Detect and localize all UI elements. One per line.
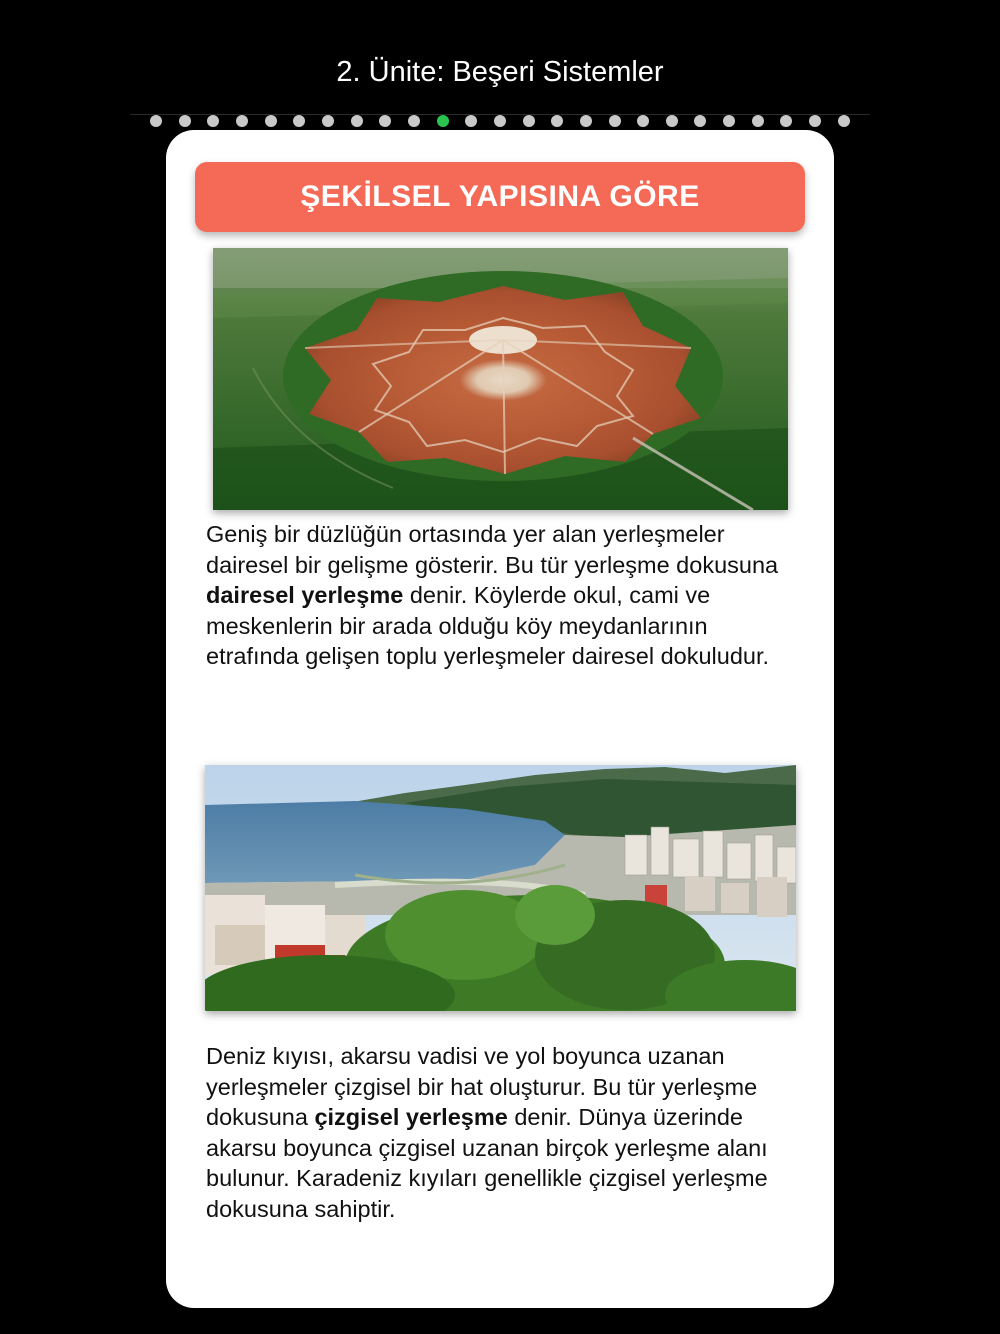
circular-settlement-term: dairesel yerleşme [206, 582, 404, 608]
page-header-title: 2. Ünite: Beşeri Sistemler [336, 56, 664, 88]
content-card [166, 130, 834, 1308]
banner-title: ŞEKİLSEL YAPISINA GÖRE [300, 180, 700, 213]
linear-settlement-paragraph: Deniz kıyısı, akarsu vadisi ve yol boyunca uzanan yerleşmeler çizgisel bir hat oluşturur. Bu tür yerleşme dokusuna çizgisel yerleşme denir. Dünya üzerinde akarsu boyunca çizgisel uzanan birçok yerleşme alanı bulunur. Karadeniz kıyıları genellikle çizgisel yerleşme dokusuna sahiptir. [206, 1043, 768, 1222]
page-dot[interactable] [752, 115, 764, 127]
page-dot[interactable] [207, 115, 219, 127]
section-banner [195, 162, 805, 232]
circular-settlement-paragraph: Geniş bir düzlüğün ortasında yer alan yerleşmeler dairesel bir gelişme gösterir. Bu tür yerleşme dokusuna dairesel yerleşme denir. Köylerde okul, cami ve meskenlerin bir arada olduğu köy meydanlarının etrafında gelişen toplu yerleşmeler dairesel dokuludur. [206, 521, 779, 669]
page-dot[interactable] [236, 115, 248, 127]
page-dot[interactable] [551, 115, 563, 127]
page-dot[interactable] [465, 115, 477, 127]
page-dot-active[interactable] [437, 115, 449, 127]
page-indicator[interactable] [150, 115, 850, 127]
page-dot[interactable] [723, 115, 735, 127]
page-dot[interactable] [666, 115, 678, 127]
coastal-city-photo [205, 765, 796, 1011]
page-dot[interactable] [494, 115, 506, 127]
page-dot[interactable] [379, 115, 391, 127]
page-dot[interactable] [408, 115, 420, 127]
page-dot[interactable] [523, 115, 535, 127]
page-dot[interactable] [265, 115, 277, 127]
page-dot[interactable] [609, 115, 621, 127]
page-dot[interactable] [838, 115, 850, 127]
page-dot[interactable] [322, 115, 334, 127]
page-dot[interactable] [179, 115, 191, 127]
page-dot[interactable] [150, 115, 162, 127]
page-dot[interactable] [293, 115, 305, 127]
aerial-star-shaped-town-photo [213, 248, 788, 510]
page-dot[interactable] [809, 115, 821, 127]
page-dot[interactable] [637, 115, 649, 127]
page-dot[interactable] [580, 115, 592, 127]
page-dot[interactable] [694, 115, 706, 127]
page-dot[interactable] [780, 115, 792, 127]
page-dot[interactable] [351, 115, 363, 127]
linear-settlement-term: çizgisel yerleşme [314, 1104, 508, 1130]
